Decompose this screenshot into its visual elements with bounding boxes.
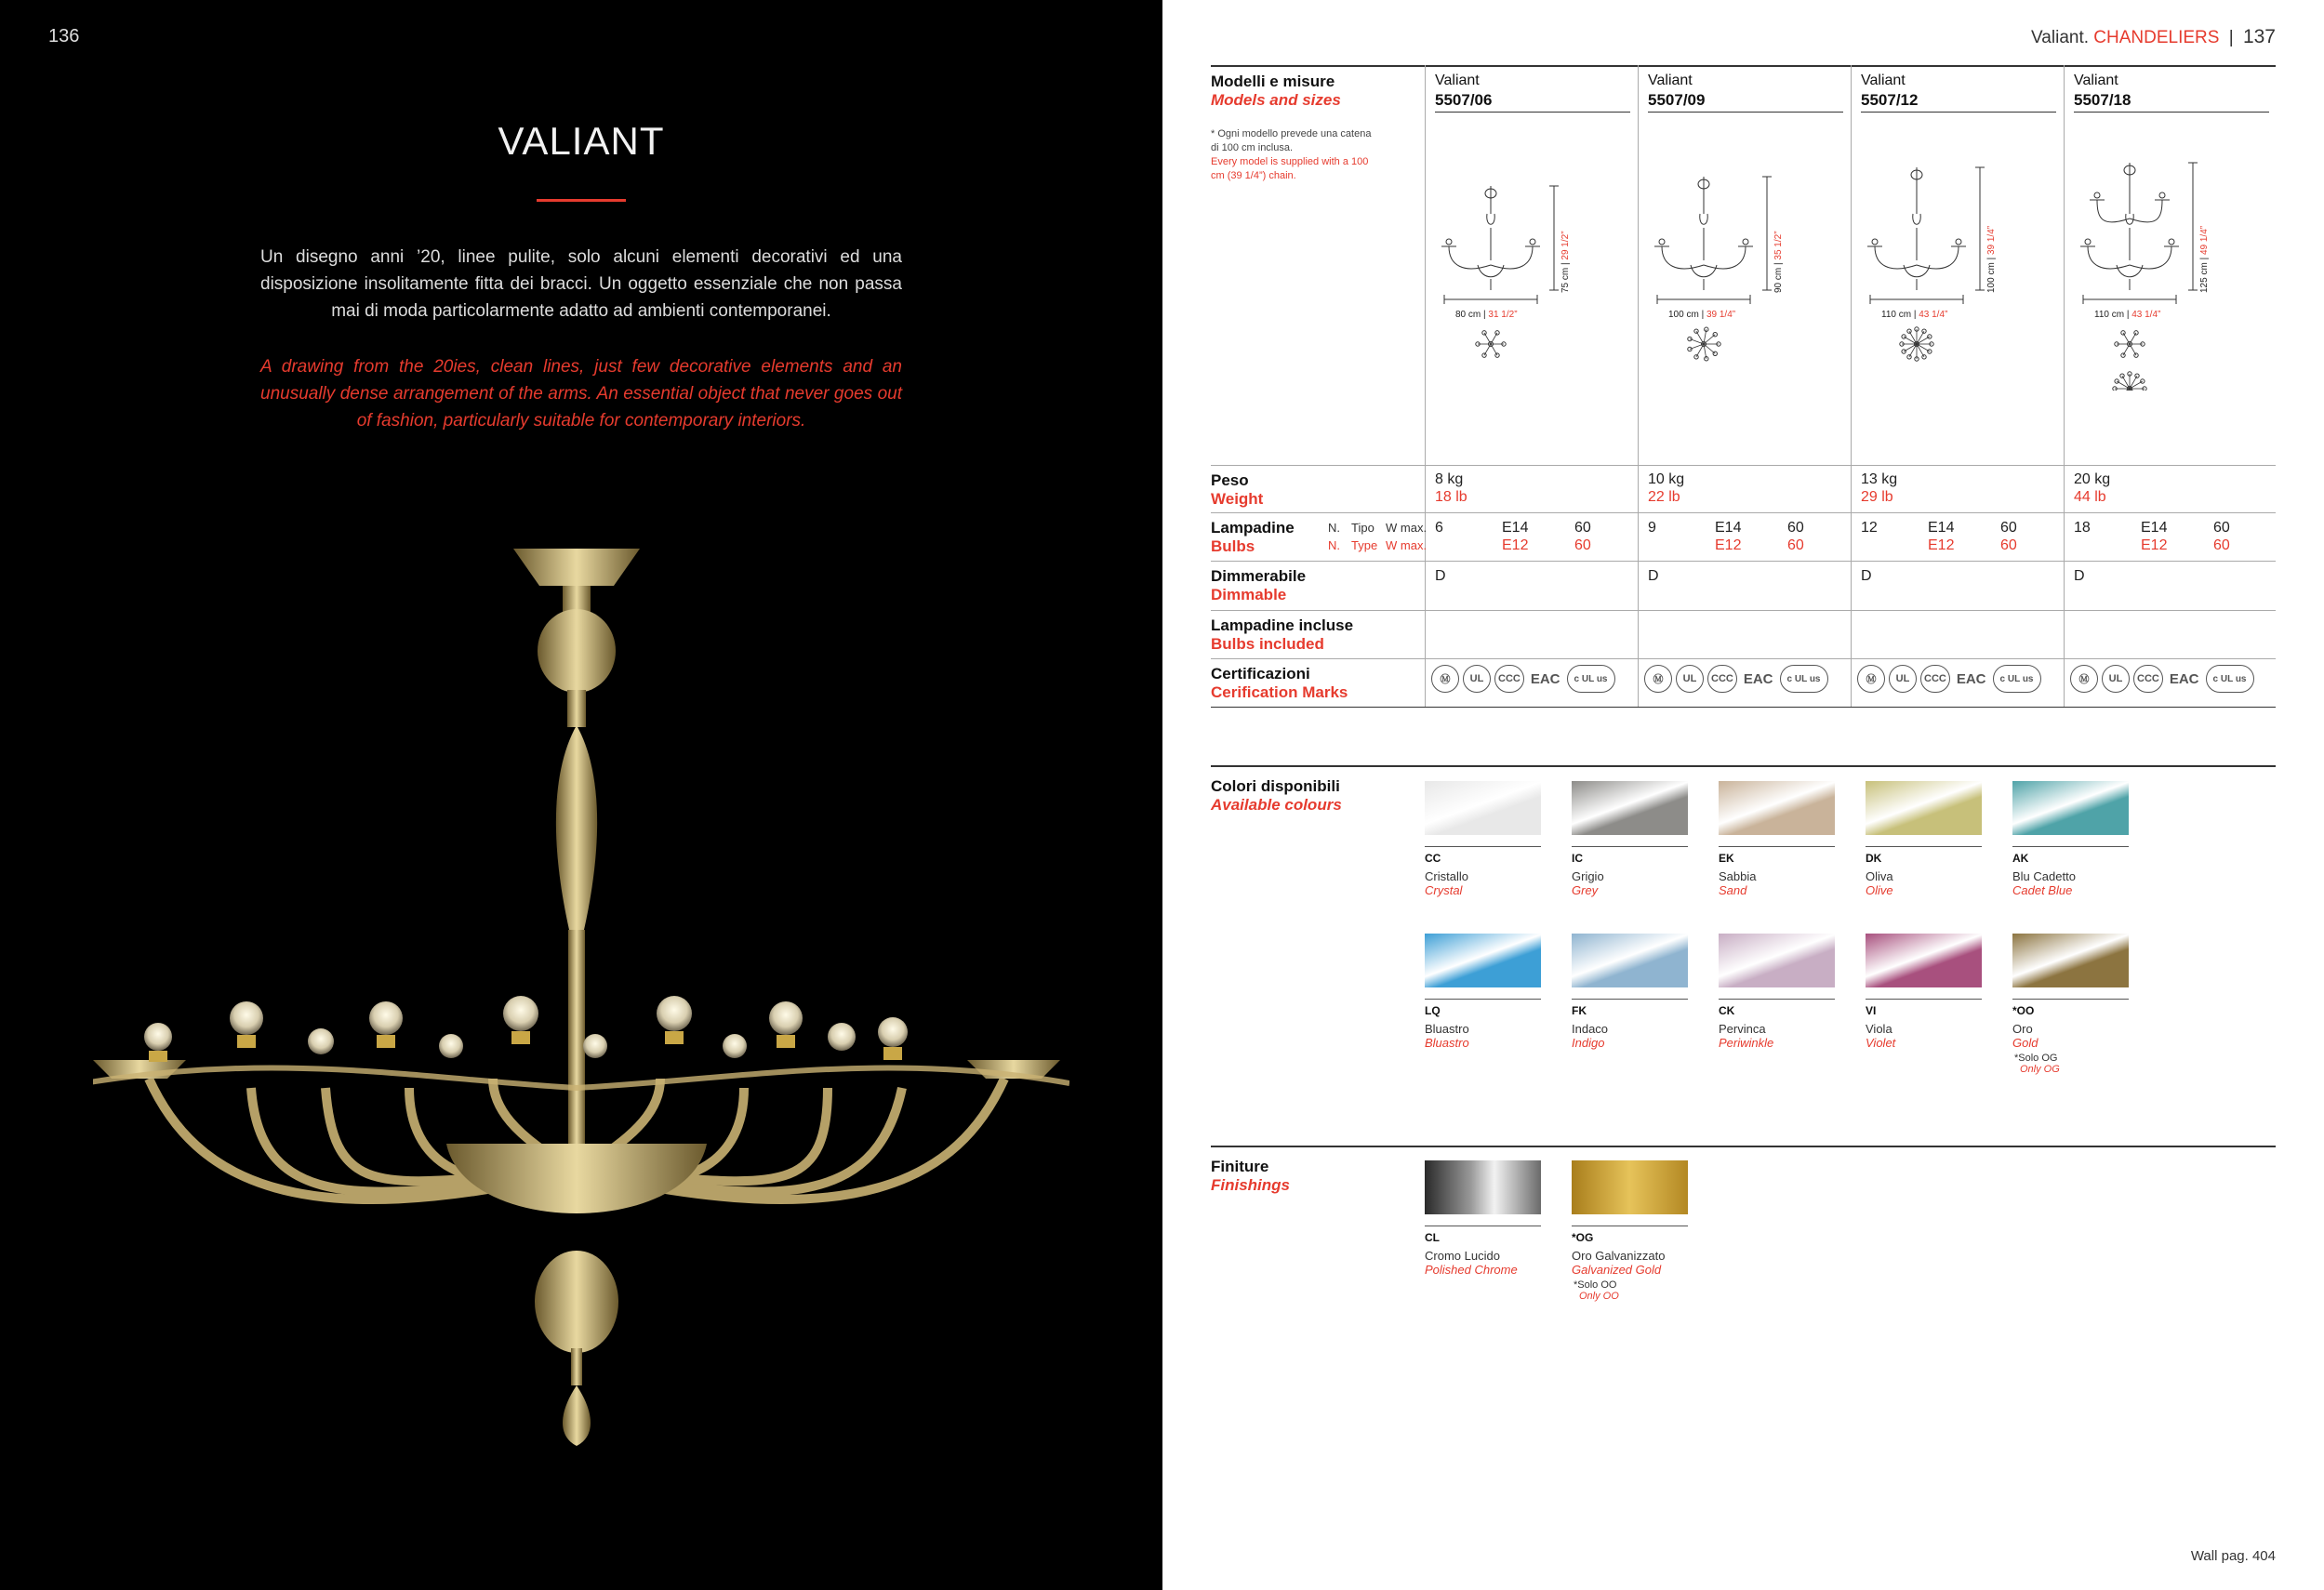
svg-text:110 cm | 43 1/4”: 110 cm | 43 1/4” (1881, 310, 1948, 320)
swatch-code: FK (1572, 1004, 1587, 1017)
bulb-type-us: E12 (1928, 537, 1955, 553)
swatch-code: IC (1572, 852, 1583, 865)
eac-mark-icon (1528, 665, 1563, 693)
finishings-label (1211, 1158, 1420, 1195)
ccc-mark-icon (1920, 665, 1950, 693)
watt-eu: 60 (2000, 520, 2017, 536)
cert-mark-label: EAC (1956, 670, 1986, 687)
eac-mark-icon (1741, 665, 1776, 693)
colour-swatch (1572, 934, 1688, 1050)
swatch-sample (1572, 781, 1688, 835)
swatch-sample (1719, 934, 1835, 987)
colours-label (1211, 777, 1420, 815)
chain-note (1211, 127, 1378, 183)
included-label-it: Lampadine incluse (1211, 616, 1354, 634)
cert-mark-label: c UL us (1574, 673, 1608, 684)
weight-label-it: Peso (1211, 471, 1249, 489)
swatch-only-it: *Solo OG (2014, 1053, 2058, 1064)
model-code: 5507/18 (2074, 91, 2131, 109)
page-number-right: 137 (2242, 26, 2276, 47)
bulbs-col-type-en: Type (1351, 538, 1378, 552)
cert-mark-label: Ⓜ (1440, 674, 1451, 685)
finishings-label-en: Finishings (1211, 1176, 1290, 1194)
model-diagram (2074, 158, 2269, 391)
finishings-rule (1211, 1146, 2276, 1147)
chain-note-en: Every model is supplied with a 100 cm (39 1/4”) chain. (1211, 156, 1369, 181)
dimmable-label-it: Dimmerabile (1211, 567, 1307, 585)
cert-marks (1431, 665, 1615, 693)
included-label-en: Bulbs included (1211, 635, 1324, 653)
model-rule (2074, 112, 2269, 113)
imq-mark-icon (2070, 665, 2098, 693)
description-italian: Un disegno anni ’20, linee pulite, solo alcuni elementi decorativi ed una disposizione insolitamente fitta dei bracci. Un oggetto essenziale che non passa mai di moda particolarmente adatto ad ambienti contemporanei. (260, 247, 902, 321)
title-rule (537, 199, 626, 202)
swatch-name-en: Gold (2012, 1036, 2038, 1050)
model-code: 5507/09 (1648, 91, 1706, 109)
models-label-it: Modelli e misure (1211, 73, 1335, 90)
cert-mark-label: EAC (1743, 670, 1773, 687)
header-separator: | (2228, 28, 2234, 47)
model-diagram (1861, 158, 2056, 391)
weight-lb: 44 lb (2074, 489, 2106, 505)
imq-mark-icon (1644, 665, 1672, 693)
eac-mark-icon (2167, 665, 2202, 693)
cert-mark-label: Ⓜ (1866, 674, 1877, 685)
swatch-name-it: Oro Galvanizzato (1572, 1249, 1666, 1263)
swatch-only-en: Only OO (1579, 1291, 1619, 1302)
height-in: 49 1/4” (2199, 225, 2210, 256)
swatch-name-it: Cristallo (1425, 869, 1468, 883)
dimmable-value: D (1435, 568, 1446, 584)
bulb-type-eu: E14 (2141, 520, 2168, 536)
width-in: 31 1/2” (1488, 310, 1518, 320)
dimmable-value: D (2074, 568, 2085, 584)
weight-lb: 22 lb (1648, 489, 1680, 505)
width-cm: 110 cm (1881, 310, 1912, 320)
model-rule (1861, 112, 2056, 113)
chain-note-it: * Ogni modello prevede una catena di 100 cm inclusa. (1211, 128, 1372, 153)
watt-us: 60 (1574, 537, 1591, 553)
svg-text:90 cm | 35 1/2”: 90 cm | 35 1/2” (1773, 231, 1784, 293)
row-rule (1211, 658, 2276, 659)
bulb-type-eu: E14 (1502, 520, 1529, 536)
cert-mark-label: CCC (1711, 673, 1733, 684)
watt-eu: 60 (1574, 520, 1591, 536)
swatch-name-it: Oro (2012, 1022, 2033, 1036)
included-label (1211, 616, 1420, 654)
row-rule (1211, 512, 2276, 513)
bulb-type-us: E12 (1502, 537, 1529, 553)
header-product: Valiant. (2031, 28, 2090, 47)
swatch-code: VI (1866, 1004, 1877, 1017)
weight-lb: 29 lb (1861, 489, 1893, 505)
swatch-name-it: Sabbia (1719, 869, 1757, 883)
height-cm: 125 cm (2199, 262, 2210, 293)
height-in: 29 1/2” (1560, 231, 1571, 260)
ul-mark-icon (1889, 665, 1917, 693)
row-rule (1211, 610, 2276, 611)
imq-mark-icon (1857, 665, 1885, 693)
cert-mark-label: c UL us (2212, 673, 2247, 684)
swatch-only-it: *Solo OO (1574, 1279, 1617, 1291)
cert-mark-label: UL (1895, 673, 1910, 684)
dimmable-label-en: Dimmable (1211, 586, 1287, 603)
colour-swatch (1719, 781, 1835, 897)
bulb-count: 9 (1648, 520, 1656, 536)
model-code: 5507/12 (1861, 91, 1919, 109)
swatch-rule (1572, 846, 1688, 847)
height-in: 35 1/2” (1773, 231, 1784, 260)
ccc-mark-icon (1707, 665, 1737, 693)
bulbs-label-it: Lampadine (1211, 519, 1295, 537)
model-code: 5507/06 (1435, 91, 1493, 109)
cert-mark-label: EAC (2169, 670, 2199, 687)
model-name: Valiant (1435, 73, 1480, 88)
cul-us-mark-icon (1993, 665, 2041, 693)
swatch-name-en: Olive (1866, 883, 1893, 897)
svg-text:75 cm | 29 1/2”: 75 cm | 29 1/2” (1560, 231, 1571, 293)
bulbs-col-n: N. (1328, 521, 1340, 535)
svg-text:110 cm | 43 1/4”: 110 cm | 43 1/4” (2094, 310, 2161, 320)
dimmable-value: D (1861, 568, 1872, 584)
swatch-name-en: Polished Chrome (1425, 1263, 1518, 1277)
swatch-sample (2012, 934, 2129, 987)
ul-mark-icon (1463, 665, 1491, 693)
header-category: CHANDELIERS (2093, 28, 2220, 47)
swatch-code: EK (1719, 852, 1734, 865)
dimmable-label (1211, 567, 1420, 604)
watt-us: 60 (2213, 537, 2230, 553)
chandelier-photo (93, 530, 1069, 1460)
cert-mark-label: CCC (1924, 673, 1946, 684)
wall-page-reference: Wall pag. 404 (2190, 1548, 2276, 1564)
swatch-name-en: Violet (1866, 1036, 1896, 1050)
bulbs-col-n-en: N. (1328, 538, 1340, 552)
cert-mark-label: CCC (1498, 673, 1521, 684)
swatch-sample (1866, 934, 1982, 987)
right-page (1162, 0, 2324, 1590)
bulbs-col-wmax: W max. (1386, 521, 1428, 535)
colours-label-it: Colori disponibili (1211, 777, 1340, 795)
swatch-code: LQ (1425, 1004, 1441, 1017)
bulb-count: 18 (2074, 520, 2091, 536)
swatch-name-en: Cadet Blue (2012, 883, 2073, 897)
bulb-type-us: E12 (2141, 537, 2168, 553)
swatch-name-it: Bluastro (1425, 1022, 1469, 1036)
cul-us-mark-icon (1780, 665, 1828, 693)
swatch-code: CL (1425, 1231, 1440, 1244)
row-rule (1211, 465, 2276, 466)
cert-label-it: Certificazioni (1211, 665, 1310, 682)
colour-swatch (1572, 781, 1688, 897)
bulbs-label-en: Bulbs (1211, 537, 1255, 555)
height-cm: 90 cm (1773, 267, 1784, 293)
swatch-code: *OO (2012, 1004, 2035, 1017)
swatch-name-it: Oliva (1866, 869, 1893, 883)
cert-mark-label: c UL us (1786, 673, 1821, 684)
ccc-mark-icon (2133, 665, 2163, 693)
watt-eu: 60 (1787, 520, 1804, 536)
colours-rule (1211, 765, 2276, 767)
colour-swatch (1425, 781, 1541, 897)
cert-mark-label: UL (2108, 673, 2123, 684)
colour-swatch (1866, 934, 1982, 1050)
swatch-rule (1425, 846, 1541, 847)
swatch-name-it: Indaco (1572, 1022, 1609, 1036)
bulbs-col-wmax-en: W max. (1386, 538, 1428, 552)
cert-label (1211, 665, 1420, 702)
dimmable-value: D (1648, 568, 1659, 584)
swatch-code: *OG (1572, 1231, 1594, 1244)
eac-mark-icon (1954, 665, 1989, 693)
imq-mark-icon (1431, 665, 1459, 693)
product-title: VALIANT (498, 119, 665, 163)
swatch-name-it: Blu Cadetto (2012, 869, 2076, 883)
cert-mark-label: Ⓜ (1653, 674, 1664, 685)
cert-marks (1644, 665, 1828, 693)
width-cm: 80 cm (1455, 310, 1481, 320)
swatch-rule (1719, 999, 1835, 1000)
swatch-rule (2012, 999, 2129, 1000)
bulb-count: 6 (1435, 520, 1443, 536)
weight-label-en: Weight (1211, 490, 1264, 508)
swatch-rule (2012, 846, 2129, 847)
swatch-name-en: Sand (1719, 883, 1747, 897)
weight-kg: 10 kg (1648, 471, 1685, 487)
colours-label-en: Available colours (1211, 796, 1342, 814)
width-in: 43 1/4” (1919, 310, 1948, 320)
cert-marks (1857, 665, 2041, 693)
width-in: 43 1/4” (2131, 310, 2161, 320)
cert-marks (2070, 665, 2254, 693)
finish-swatch (1425, 1160, 1541, 1277)
weight-lb: 18 lb (1435, 489, 1467, 505)
swatch-sample (1425, 934, 1541, 987)
swatch-code: CK (1719, 1004, 1735, 1017)
swatch-name-it: Cromo Lucido (1425, 1249, 1500, 1263)
models-label (1211, 73, 1420, 110)
row-rule (1211, 707, 2276, 708)
cul-us-mark-icon (2206, 665, 2254, 693)
model-name: Valiant (1648, 73, 1693, 88)
svg-text:100 cm | 39 1/4”: 100 cm | 39 1/4” (1986, 225, 1997, 293)
colour-swatch (2012, 934, 2129, 1075)
width-cm: 100 cm (1668, 310, 1699, 320)
height-in: 39 1/4” (1986, 225, 1997, 256)
cert-mark-label: UL (1469, 673, 1484, 684)
model-rule (1435, 112, 1630, 113)
bulb-count: 12 (1861, 520, 1878, 536)
weight-kg: 20 kg (2074, 471, 2111, 487)
swatch-name-it: Viola (1866, 1022, 1892, 1036)
swatch-rule (1866, 846, 1982, 847)
swatch-sample (2012, 781, 2129, 835)
page-number-left: 136 (48, 26, 80, 46)
width-in: 39 1/4” (1706, 310, 1736, 320)
watt-us: 60 (1787, 537, 1804, 553)
swatch-sample (1719, 781, 1835, 835)
watt-us: 60 (2000, 537, 2017, 553)
bulb-type-eu: E14 (1928, 520, 1955, 536)
model-rule (1648, 112, 1843, 113)
bulb-type-eu: E14 (1715, 520, 1742, 536)
swatch-name-en: Indigo (1572, 1036, 1605, 1050)
swatch-name-en: Galvanized Gold (1572, 1263, 1662, 1277)
description-english: A drawing from the 20ies, clean lines, just few decorative elements and an unusually dense arrangement of the arms. An essential object that never goes out of fashion, particularly suitable for contemporary interiors. (260, 357, 902, 431)
swatch-rule (1866, 999, 1982, 1000)
swatch-code: CC (1425, 852, 1441, 865)
models-label-en: Models and sizes (1211, 91, 1341, 109)
cert-mark-label: UL (1682, 673, 1697, 684)
weight-label (1211, 471, 1420, 509)
swatch-name-en: Bluastro (1425, 1036, 1469, 1050)
colour-swatch (1719, 934, 1835, 1050)
cert-mark-label: c UL us (1999, 673, 2034, 684)
model-name: Valiant (2074, 73, 2118, 88)
swatch-code: AK (2012, 852, 2029, 865)
bulb-type-us: E12 (1715, 537, 1742, 553)
cert-label-en: Cerification Marks (1211, 683, 1348, 701)
model-name: Valiant (1861, 73, 1906, 88)
height-cm: 75 cm (1560, 267, 1571, 293)
colour-swatch (2012, 781, 2129, 897)
swatch-sample (1425, 781, 1541, 835)
swatch-name-it: Pervinca (1719, 1022, 1766, 1036)
svg-text:125 cm | 49 1/4”: 125 cm | 49 1/4” (2199, 225, 2210, 293)
swatch-name-en: Grey (1572, 883, 1599, 897)
weight-kg: 8 kg (1435, 471, 1464, 487)
swatch-sample (1425, 1160, 1541, 1214)
swatch-rule (1719, 846, 1835, 847)
cul-us-mark-icon (1567, 665, 1615, 693)
swatch-name-it: Grigio (1572, 869, 1604, 883)
swatch-name-en: Periwinkle (1719, 1036, 1774, 1050)
ccc-mark-icon (1494, 665, 1524, 693)
width-cm: 110 cm (2094, 310, 2125, 320)
bulbs-col-type: Tipo (1351, 521, 1374, 535)
swatch-sample (1866, 781, 1982, 835)
svg-text:80 cm | 31 1/2”: 80 cm | 31 1/2” (1455, 310, 1518, 320)
height-cm: 100 cm (1986, 262, 1997, 293)
bulbs-label (1211, 519, 1304, 556)
swatch-only-en: Only OG (2020, 1064, 2060, 1075)
swatch-name-en: Crystal (1425, 883, 1463, 897)
swatch-sample (1572, 934, 1688, 987)
ul-mark-icon (2102, 665, 2130, 693)
page-header (2031, 26, 2276, 48)
colour-swatch (1425, 934, 1541, 1050)
cert-mark-label: CCC (2137, 673, 2159, 684)
swatch-rule (1425, 999, 1541, 1000)
colour-swatch (1866, 781, 1982, 897)
weight-kg: 13 kg (1861, 471, 1898, 487)
model-diagram (1435, 158, 1630, 391)
cert-mark-label: EAC (1530, 670, 1560, 687)
row-rule (1211, 561, 2276, 562)
svg-text:100 cm | 39 1/4”: 100 cm | 39 1/4” (1668, 310, 1736, 320)
swatch-rule (1572, 999, 1688, 1000)
watt-eu: 60 (2213, 520, 2230, 536)
swatch-code: DK (1866, 852, 1882, 865)
swatch-sample (1572, 1160, 1688, 1214)
finishings-label-it: Finiture (1211, 1158, 1269, 1175)
model-diagram (1648, 158, 1843, 391)
ul-mark-icon (1676, 665, 1704, 693)
cert-mark-label: Ⓜ (2078, 674, 2090, 685)
finish-swatch (1572, 1160, 1688, 1302)
